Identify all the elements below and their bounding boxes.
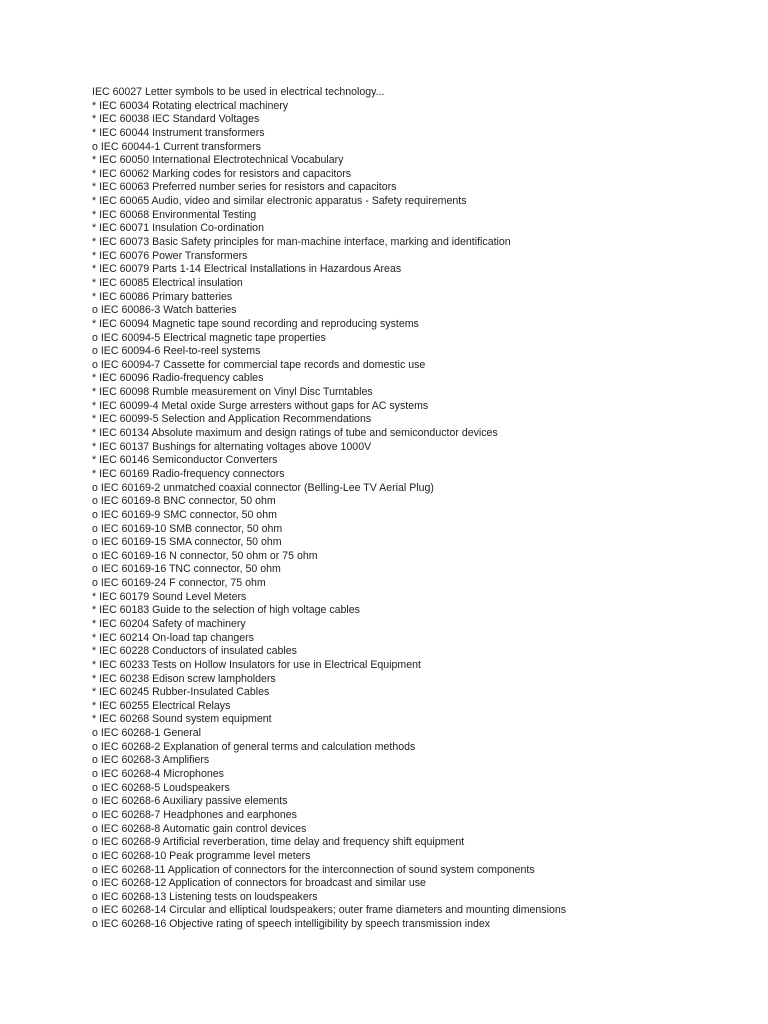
list-item: * IEC 60238 Edison screw lampholders: [92, 672, 276, 685]
list-item: o IEC 60169-8 BNC connector, 50 ohm: [92, 495, 276, 508]
list-item: o IEC 60169-2 unmatched coaxial connector (Belling-Lee TV Aerial Plug): [92, 481, 434, 494]
list-item: o IEC 60268-5 Loudspeakers: [92, 781, 230, 794]
list-item: o IEC 60169-16 TNC connector, 50 ohm: [92, 563, 281, 576]
list-item: o IEC 60268-6 Auxiliary passive elements: [92, 795, 288, 808]
list-item: o IEC 60268-4 Microphones: [92, 768, 224, 781]
list-item: * IEC 60063 Preferred number series for resistors and capacitors: [92, 181, 397, 194]
list-item: * IEC 60137 Bushings for alternating voltages above 1000V: [92, 440, 372, 453]
list-item: * IEC 60214 On-load tap changers: [92, 631, 254, 644]
list-item: o IEC 60169-16 N connector, 50 ohm or 75 ohm: [92, 549, 318, 562]
list-item: o IEC 60086-3 Watch batteries: [92, 304, 237, 317]
list-item: * IEC 60098 Rumble measurement on Vinyl Disc Turntables: [92, 386, 373, 399]
list-item: * IEC 60245 Rubber-Insulated Cables: [92, 686, 270, 699]
list-item: * IEC 60079 Parts 1-14 Electrical Installations in Hazardous Areas: [92, 263, 402, 276]
list-item: * IEC 60268 Sound system equipment: [92, 713, 272, 726]
list-item: * IEC 60183 Guide to the selection of high voltage cables: [92, 604, 360, 617]
list-item: o IEC 60094-5 Electrical magnetic tape properties: [92, 331, 326, 344]
list-item: * IEC 60076 Power Transformers: [92, 249, 248, 262]
list-item: * IEC 60073 Basic Safety principles for man-machine interface, marking and identification: [92, 236, 511, 249]
list-item: * IEC 60050 International Electrotechnical Vocabulary: [92, 154, 344, 167]
list-item: * IEC 60038 IEC Standard Voltages: [92, 113, 260, 126]
list-item: * IEC 60233 Tests on Hollow Insulators for use in Electrical Equipment: [92, 658, 421, 671]
list-item: * IEC 60096 Radio-frequency cables: [92, 372, 264, 385]
list-item: * IEC 60169 Radio-frequency connectors: [92, 467, 285, 480]
list-item: * IEC 60034 Rotating electrical machinery: [92, 99, 289, 112]
list-item: * IEC 60146 Semiconductor Converters: [92, 454, 278, 467]
list-item: o IEC 60268-16 Objective rating of speech intelligibility by speech transmission index: [92, 918, 491, 931]
list-item: o IEC 60268-12 Application of connectors for broadcast and similar use: [92, 877, 426, 890]
list-item: o IEC 60169-15 SMA connector, 50 ohm: [92, 536, 282, 549]
standards-list: [92, 86, 566, 932]
list-item: o IEC 60268-10 Peak programme level meters: [92, 849, 311, 862]
list-item: * IEC 60099-5 Selection and Application Recommendations: [92, 413, 372, 426]
list-item: * IEC 60068 Environmental Testing: [92, 208, 257, 221]
list-item: * IEC 60099-4 Metal oxide Surge arresters without gaps for AC systems: [92, 399, 429, 412]
list-item: o IEC 60094-7 Cassette for commercial tape records and domestic use: [92, 358, 426, 371]
list-item: * IEC 60085 Electrical insulation: [92, 276, 243, 289]
list-item: * IEC 60204 Safety of machinery: [92, 617, 246, 630]
list-item: * IEC 60179 Sound Level Meters: [92, 590, 247, 603]
list-item: o IEC 60268-3 Amplifiers: [92, 754, 210, 767]
list-item: * IEC 60094 Magnetic tape sound recording and reproducing systems: [92, 317, 419, 330]
list-item: IEC 60027 Letter symbols to be used in electrical technology...: [92, 86, 385, 98]
list-item: o IEC 60268-2 Explanation of general terms and calculation methods: [92, 740, 416, 753]
list-item: o IEC 60268-1 General: [92, 727, 201, 740]
list-item: o IEC 60268-13 Listening tests on loudspeakers: [92, 890, 318, 903]
list-item: o IEC 60094-6 Reel-to-reel systems: [92, 345, 261, 358]
list-item: o IEC 60268-14 Circular and elliptical loudspeakers; outer frame diameters and mounting dimensions: [92, 904, 567, 917]
list-item: * IEC 60065 Audio, video and similar electronic apparatus - Safety requirements: [92, 195, 467, 208]
list-item: * IEC 60062 Marking codes for resistors and capacitors: [92, 167, 352, 180]
list-item: o IEC 60268-8 Automatic gain control devices: [92, 822, 307, 835]
list-item: o IEC 60268-11 Application of connectors for the interconnection of sound system components: [92, 863, 535, 876]
list-item: o IEC 60268-9 Artificial reverberation, time delay and frequency shift equipment: [92, 836, 465, 849]
list-item: o IEC 60268-7 Headphones and earphones: [92, 808, 297, 821]
list-item: o IEC 60044-1 Current transformers: [92, 140, 261, 153]
list-item: * IEC 60086 Primary batteries: [92, 290, 233, 303]
list-item: * IEC 60044 Instrument transformers: [92, 126, 265, 139]
list-item: o IEC 60169-9 SMC connector, 50 ohm: [92, 508, 277, 521]
list-item: * IEC 60071 Insulation Co-ordination: [92, 222, 264, 235]
list-item: * IEC 60228 Conductors of insulated cables: [92, 645, 297, 658]
list-item: * IEC 60255 Electrical Relays: [92, 699, 231, 712]
list-item: o IEC 60169-24 F connector, 75 ohm: [92, 577, 266, 590]
list-item: o IEC 60169-10 SMB connector, 50 ohm: [92, 522, 283, 535]
list-item: * IEC 60134 Absolute maximum and design ratings of tube and semiconductor devices: [92, 427, 498, 440]
